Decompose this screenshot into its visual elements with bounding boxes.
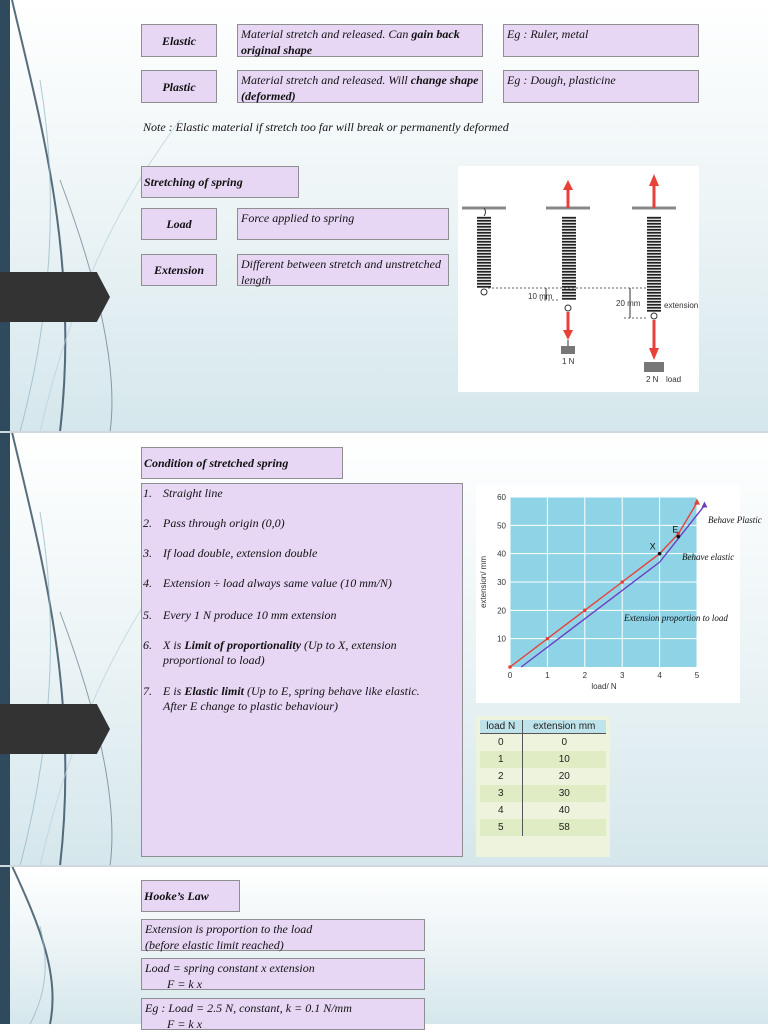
conditions-list: 1. Straight line 2. Pass through origin (0,0) 3. If load double, extension double 4. Extension ÷ load always same value (10 mm/N) 5. Every 1 N produce 10 mm extension 6. X is Limit of proportionality (Up to X, extension proportional to load) 7. E is Elastic limit (Up to E, spring behave like elastic. After E change to plastic behaviour) (141, 483, 463, 857)
point-E (677, 535, 681, 539)
arrow-tab-2 (0, 704, 110, 754)
section-title-hookes-law: Hooke’s Law (141, 880, 240, 912)
hooke-row-3: Eg : Load = 2.5 N, constant, k = 0.1 N/mm F = k x (141, 998, 425, 1030)
label-extension: extension (664, 301, 699, 310)
table-row: 3 30 (480, 785, 606, 802)
y-tick-label: 50 (497, 521, 506, 531)
annotation-proportion: Extension proportion to load (624, 613, 728, 623)
x-tick-label: 5 (694, 671, 700, 680)
annotation-elastic: Behave elastic (682, 552, 735, 562)
label-2n: 2 N (646, 375, 659, 384)
spring-1 (477, 216, 491, 288)
y-tick-label: 10 (497, 634, 506, 644)
weight-1n (561, 346, 575, 354)
up-arrow-icon (563, 180, 573, 190)
point-label-E: E (672, 524, 679, 535)
spring-3 (647, 216, 661, 312)
label-load: load (666, 375, 682, 384)
y-tick-label: 30 (497, 578, 506, 587)
slide-materials (0, 0, 768, 432)
annotation-plastic: Behave Plastic (708, 515, 762, 525)
data-point (620, 580, 624, 584)
y-tick-label: 40 (497, 549, 506, 559)
data-point (583, 609, 587, 613)
spring-diagram (458, 166, 699, 392)
table-row: 0 0 (480, 734, 606, 752)
x-tick-label: 4 (657, 671, 662, 680)
spring-2 (562, 216, 576, 300)
y-tick-label: 60 (497, 493, 506, 502)
desc-plastic: Material stretch and released. Will change shape (deformed) (237, 70, 483, 103)
weight-2n (644, 362, 664, 372)
section-title-stretching: Stretching of spring (141, 166, 299, 198)
x-tick-label: 0 (507, 671, 513, 680)
x-tick-label: 3 (619, 671, 625, 680)
term-extension: Extension (141, 254, 217, 286)
table-row: 2 20 (480, 768, 606, 785)
note-text: Note : Elastic material if stretch too far will break or permanently deformed (143, 120, 509, 134)
label-10mm: 10 mm (528, 292, 553, 301)
section-title-condition: Condition of stretched spring (141, 447, 343, 479)
table-header-load: load N (480, 720, 522, 734)
desc-load: Force applied to spring (237, 208, 449, 240)
table-row: 1 10 (480, 751, 606, 768)
term-elastic: Elastic (141, 24, 217, 57)
point-X (658, 552, 662, 556)
hooke-row-1: Extension is proportion to the load (before elastic limit reached) (141, 919, 425, 951)
label-1n: 1 N (562, 357, 575, 366)
desc-elastic: Material stretch and released. Can gain back original shape (237, 24, 483, 57)
label-20mm: 20 mm (616, 299, 641, 308)
y-tick-label: 20 (497, 606, 506, 616)
down-arrow-icon (563, 330, 573, 340)
up-arrow-icon-2 (649, 174, 659, 186)
table-row: 5 58 (480, 819, 606, 836)
down-arrow-icon-2 (649, 348, 659, 360)
load-extension-table (476, 716, 610, 857)
term-load: Load (141, 208, 217, 240)
example-elastic: Eg : Ruler, metal (503, 24, 699, 57)
slide-divider (0, 865, 768, 867)
slide-divider (0, 431, 768, 433)
desc-extension: Different between stretch and unstretched length (237, 254, 449, 286)
x-tick-label: 2 (582, 671, 588, 680)
example-plastic: Eg : Dough, plasticine (503, 70, 699, 103)
x-tick-label: 1 (545, 671, 550, 680)
term-plastic: Plastic (141, 70, 217, 103)
data-point (546, 637, 550, 641)
arrow-tab (0, 272, 110, 322)
data-point (508, 665, 512, 669)
point-label-X: X (649, 541, 656, 552)
table-header-extension: extension mm (522, 720, 606, 734)
extension-load-chart (476, 485, 762, 703)
x-axis-label: load/ N (591, 682, 617, 691)
table-row: 4 40 (480, 802, 606, 819)
y-axis-label: extension/ mm (479, 555, 488, 609)
hooke-row-2: Load = spring constant x extension F = k x (141, 958, 425, 990)
series-arrow (701, 502, 707, 508)
